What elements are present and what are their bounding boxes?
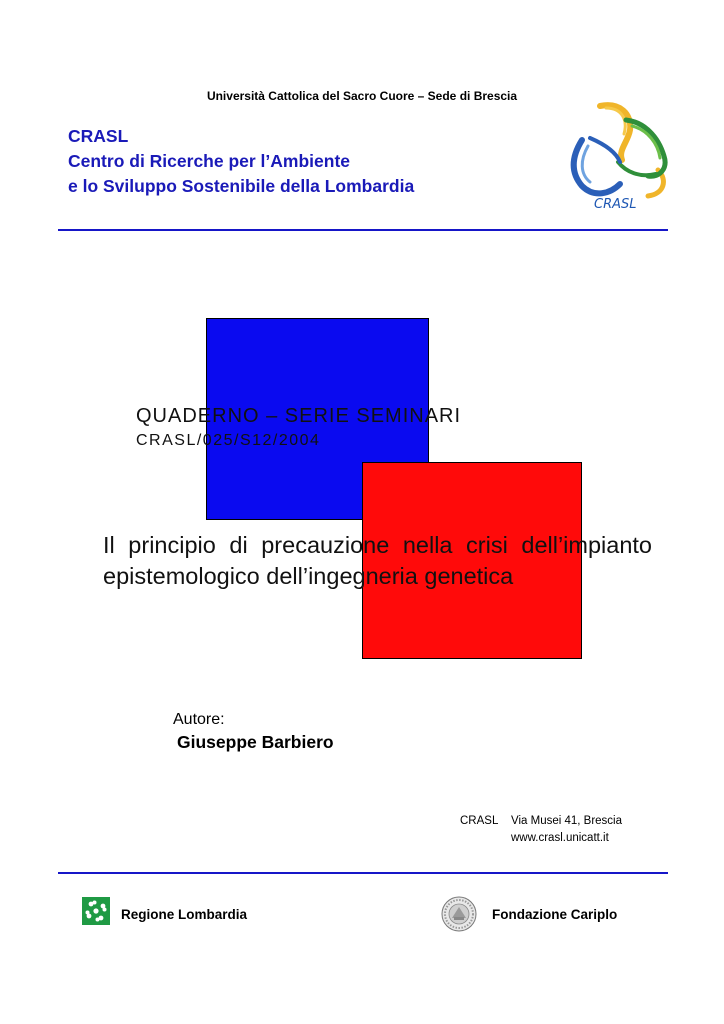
series-code: CRASL/025/S12/2004: [136, 432, 321, 449]
bottom-divider: [58, 872, 668, 874]
address-street: Via Musei 41, Brescia: [511, 815, 623, 827]
crasl-logo: [560, 100, 674, 215]
crasl-header: [68, 124, 414, 199]
org-name-line2: e lo Sviluppo Sostenibile della Lombardia: [68, 176, 415, 196]
series-title: QUADERNO – SERIE SEMINARI: [136, 405, 462, 427]
regione-lombardia-label: Regione Lombardia: [121, 907, 248, 922]
address-website: www.crasl.unicatt.it: [511, 832, 609, 844]
top-divider: [58, 229, 668, 231]
regione-lombardia-logo-icon: [82, 897, 110, 925]
fondazione-cariplo-label: Fondazione Cariplo: [492, 907, 618, 922]
fondazione-cariplo-seal-icon: [441, 896, 477, 932]
document-title: Il principio di precauzione nella crisi dell’impianto epistemologico dell’ingegneria genetica: [103, 532, 652, 589]
address-block: [460, 813, 622, 847]
logo-caption: CRASL: [594, 197, 637, 212]
org-short-name: CRASL: [68, 126, 129, 146]
author-name: Giuseppe Barbiero: [177, 732, 334, 752]
address-org: CRASL: [460, 815, 499, 827]
author-label: Autore:: [173, 711, 225, 728]
university-heading: Università Cattolica del Sacro Cuore – Sede di Brescia: [206, 89, 518, 103]
org-name-line1: Centro di Ricerche per l’Ambiente: [68, 151, 351, 171]
